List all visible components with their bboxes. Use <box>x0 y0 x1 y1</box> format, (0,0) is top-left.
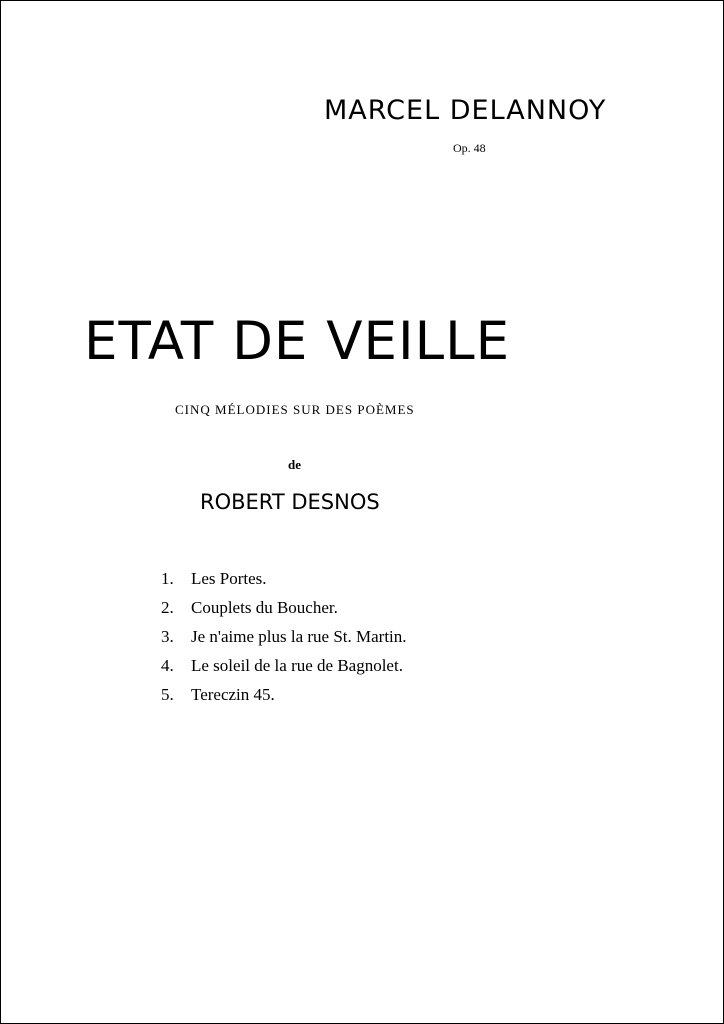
list-item <box>161 564 407 593</box>
song-number: 5. <box>161 685 174 704</box>
composer-name: MARCEL DELANNOY <box>324 95 607 126</box>
song-title: Le soleil de la rue de Bagnolet. <box>191 656 403 675</box>
list-item <box>161 651 407 680</box>
work-subtitle: CINQ MÉLODIES SUR DES POÈMES <box>175 402 415 417</box>
song-title: Couplets du Boucher. <box>191 598 338 617</box>
list-item <box>161 680 407 709</box>
song-number: 4. <box>161 656 174 675</box>
song-number: 2. <box>161 598 174 617</box>
song-title: Les Portes. <box>191 569 267 588</box>
song-title: Tereczin 45. <box>191 685 275 704</box>
work-title: ETAT DE VEILLE <box>84 311 511 372</box>
song-title: Je n'aime plus la rue St. Martin. <box>191 627 407 646</box>
list-item <box>161 593 407 622</box>
song-number: 3. <box>161 627 174 646</box>
poet-name: ROBERT DESNOS <box>200 490 380 514</box>
song-number: 1. <box>161 569 174 588</box>
opus-number: Op. 48 <box>453 141 486 155</box>
list-item <box>161 622 407 651</box>
song-list <box>161 564 407 709</box>
by-label: de <box>288 457 301 472</box>
